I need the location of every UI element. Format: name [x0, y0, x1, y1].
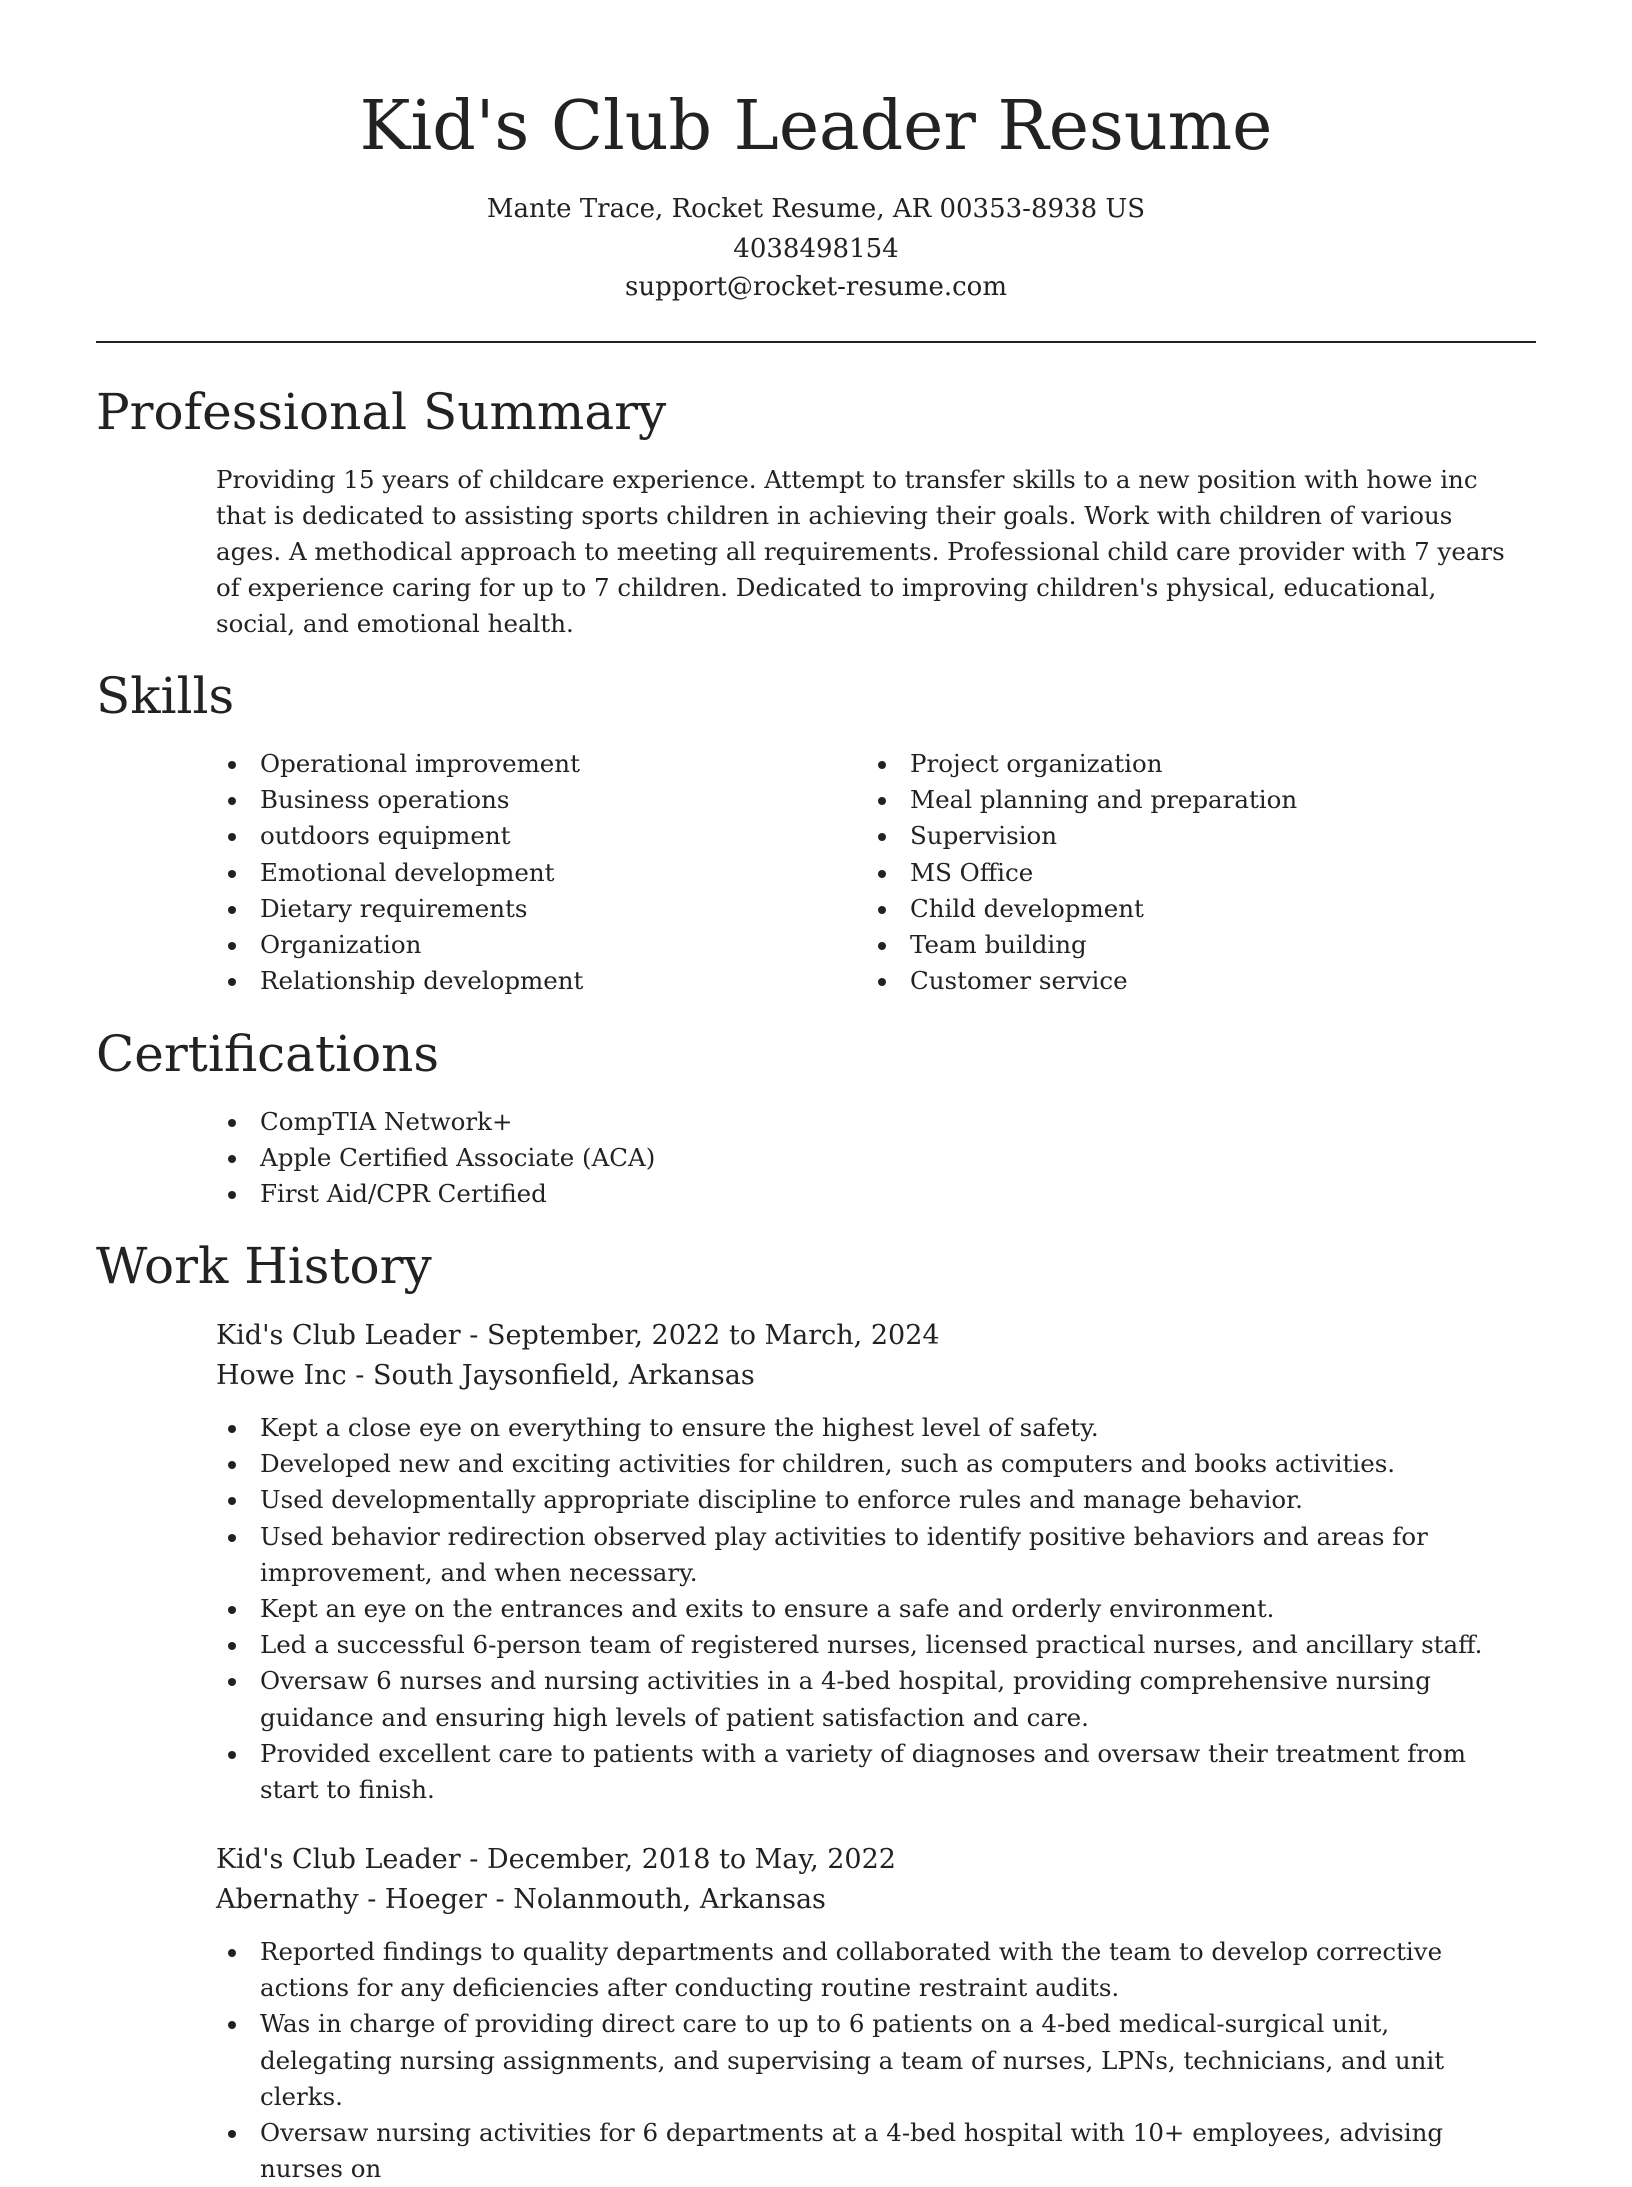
- job-location: Nolanmouth, Arkansas: [513, 1884, 826, 1915]
- list-item: Team building: [866, 927, 1516, 963]
- header-divider: [96, 341, 1536, 343]
- list-item: Led a successful 6-person team of registered nurses, licensed practical nurses, and ancillary staff.: [216, 1627, 1516, 1663]
- list-item: Provided excellent care to patients with a variety of diagnoses and oversaw their treatment from start to finish.: [216, 1736, 1516, 1808]
- list-item: Child development: [866, 891, 1516, 927]
- contact-email: support@rocket-resume.com: [624, 272, 1007, 302]
- job-dates: December, 2018 to May, 2022: [486, 1844, 896, 1875]
- list-item: Was in charge of providing direct care to up to 6 patients on a 4-bed medical-surgical unit, delegating nursing assignments, and supervising a team of nurses, LPNs, technicians, and unit clerks.: [216, 2006, 1516, 2115]
- list-item: Emotional development: [216, 855, 836, 891]
- contact-phone: 4038498154: [733, 234, 899, 264]
- separator: -: [346, 1360, 373, 1391]
- job-bullets: [216, 1410, 1516, 1808]
- section-title-summary: Professional Summary: [96, 383, 667, 441]
- list-item: Organization: [216, 927, 836, 963]
- list-item: Dietary requirements: [216, 891, 836, 927]
- section-title-certifications: Certifications: [96, 1025, 440, 1083]
- separator: -: [486, 1884, 514, 1915]
- list-item: Used behavior redirection observed play activities to identify positive behaviors and areas for improvement, and when necessary.: [216, 1519, 1516, 1591]
- list-item: Oversaw 6 nurses and nursing activities in a 4-bed hospital, providing comprehensive nursing guidance and ensuring high levels of patient satisfaction and care.: [216, 1663, 1516, 1735]
- job-title: Kid's Club Leader: [216, 1320, 461, 1351]
- skills-list-right: [866, 746, 1516, 999]
- list-item: Oversaw nursing activities for 6 departments at a 4-bed hospital with 10+ employees, advising nurses on: [216, 2115, 1516, 2187]
- list-item: Apple Certified Associate (ACA): [216, 1140, 1516, 1176]
- list-item: Kept an eye on the entrances and exits to ensure a safe and orderly environment.: [216, 1591, 1516, 1627]
- list-item: Used developmentally appropriate discipline to enforce rules and manage behavior.: [216, 1482, 1516, 1518]
- list-item: Kept a close eye on everything to ensure the highest level of safety.: [216, 1410, 1516, 1446]
- list-item: MS Office: [866, 855, 1516, 891]
- skills-list-left: [216, 746, 836, 999]
- list-item: Reported findings to quality departments and collaborated with the team to develop corrective actions for any deficiencies after conducting routine restraint audits.: [216, 1934, 1516, 2006]
- list-item: Customer service: [866, 963, 1516, 999]
- resume-title: Kid's Club Leader Resume: [359, 87, 1273, 166]
- separator: -: [460, 1844, 487, 1875]
- list-item: Developed new and exciting activities for children, such as computers and books activities.: [216, 1446, 1516, 1482]
- summary-text: Providing 15 years of childcare experience. Attempt to transfer skills to a new position with howe inc that is dedicated to assisting sports children in achieving their goals. Work with children of various ages. A methodical approach to meeting all requirements. Professional child care provider with 7 years of experience caring for up to 7 children. Dedicated to improving children's physical, educational, social, and emotional health.: [216, 465, 1505, 638]
- list-item: CompTIA Network+: [216, 1104, 1516, 1140]
- job-company: Howe Inc: [216, 1360, 347, 1391]
- job-title-line: [216, 1316, 1516, 1356]
- job-location: South Jaysonfield, Arkansas: [372, 1360, 755, 1391]
- section-title-work-history: Work History: [96, 1237, 432, 1295]
- list-item: outdoors equipment: [216, 818, 836, 854]
- job-company-line: [216, 1356, 1516, 1396]
- job-company: Abernathy - Hoeger: [216, 1884, 487, 1915]
- job-company-line: [216, 1880, 1516, 1920]
- list-item: Business operations: [216, 782, 836, 818]
- list-item: Relationship development: [216, 963, 836, 999]
- separator: -: [460, 1320, 487, 1351]
- list-item: Project organization: [866, 746, 1516, 782]
- list-item: First Aid/CPR Certified: [216, 1176, 1516, 1212]
- list-item: Supervision: [866, 818, 1516, 854]
- certifications-list: [216, 1104, 1516, 1213]
- section-title-skills: Skills: [96, 667, 235, 725]
- list-item: Meal planning and preparation: [866, 782, 1516, 818]
- job-dates: September, 2022 to March, 2024: [486, 1320, 940, 1351]
- job-title-line: [216, 1840, 1516, 1880]
- job-title: Kid's Club Leader: [216, 1844, 461, 1875]
- job-bullets: [216, 1934, 1516, 2187]
- list-item: Operational improvement: [216, 746, 836, 782]
- contact-address: Mante Trace, Rocket Resume, AR 00353-8938 US: [486, 194, 1146, 224]
